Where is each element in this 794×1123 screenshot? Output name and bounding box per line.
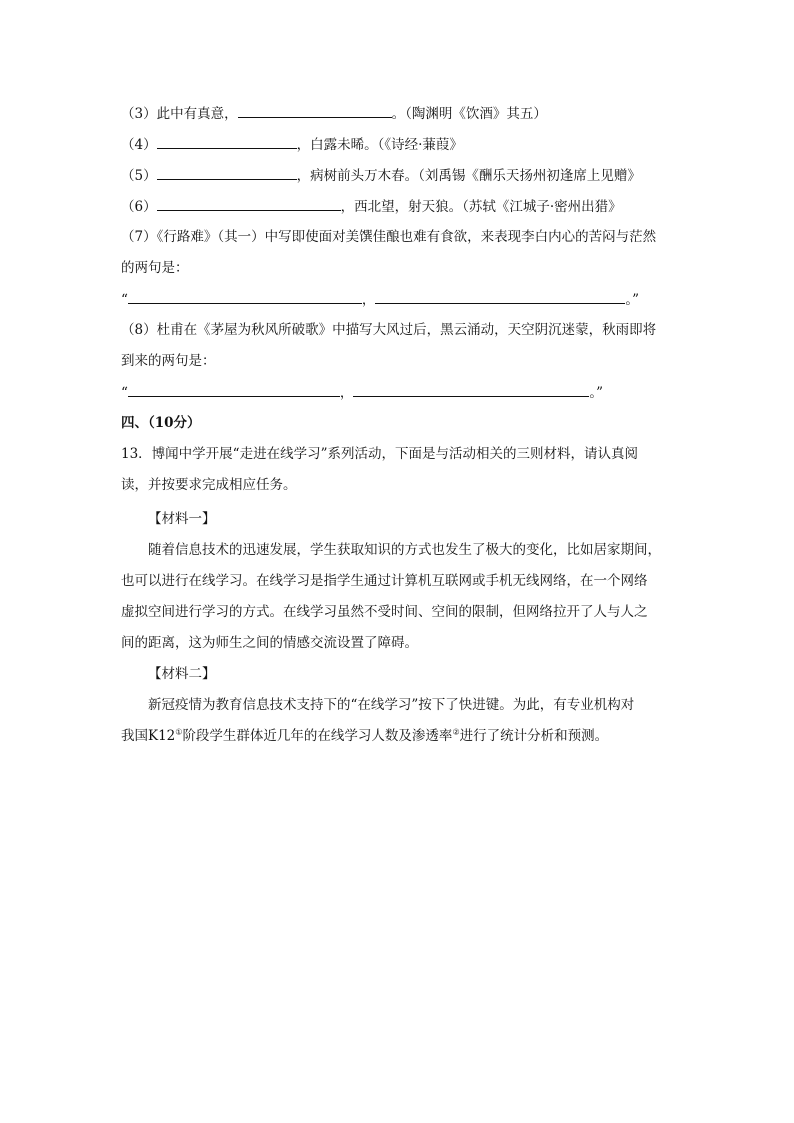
- section-4-heading: 四、（10分）: [121, 415, 201, 431]
- footnote-2-marker[interactable]: ②: [452, 727, 460, 737]
- question-5-number: （5）: [121, 168, 157, 184]
- question-8-line-2: 到来的两句是：: [121, 353, 216, 369]
- material-1-line-2: 也可以进行在线学习。在线学习是指学生通过计算机互联网或手机无线网络，在一个网络: [121, 573, 648, 589]
- answer-blank-8b[interactable]: [353, 382, 589, 397]
- question-4-number: （4）: [121, 137, 157, 153]
- question-4-source: ，白露未晞。（《诗经·蒹葭》: [296, 137, 463, 153]
- material-2-title: 【材料二】: [148, 666, 216, 682]
- question-3-source: 。（陶渊明《饮酒》其五）: [391, 106, 547, 122]
- material-1-line-4: 间的距离，这为师生之间的情感交流设置了障碍。: [121, 635, 418, 651]
- material-2-line-2: [121, 726, 608, 746]
- comma: ，: [339, 385, 354, 401]
- question-8-answer: [121, 382, 603, 402]
- close-quote: 。”: [625, 292, 640, 308]
- question-3: [121, 103, 547, 123]
- question-13-line-2: 读，并按要求完成相应任务。: [121, 477, 297, 493]
- question-7-line-1: （7）《行路难》（其一）中写即使面对美馔佳酿也难有食欲，来表现李白内心的苦闷与茫然: [121, 229, 657, 245]
- close-quote: 。”: [589, 385, 604, 401]
- material-2-line-1: 新冠疫情为教育信息技术支持下的“在线学习”按下了快进键。为此，有专业机构对: [148, 697, 635, 713]
- question-6: [121, 196, 622, 216]
- material-2-text-c: 进行了统计分析和预测。: [459, 728, 609, 744]
- open-quote: “: [121, 292, 128, 308]
- question-7-answer: [121, 289, 639, 309]
- material-1-line-1: 随着信息技术的迅速发展，学生获取知识的方式也发生了极大的变化，比如居家期间，: [148, 542, 661, 558]
- question-6-number: （6）: [121, 199, 157, 215]
- question-3-prompt: （3）此中有真意，: [121, 106, 238, 122]
- answer-blank-8a[interactable]: [128, 382, 340, 397]
- question-13-line-1: 13．博闻中学开展“走进在线学习”系列活动，下面是与活动相关的三则材料，请认真阅: [121, 446, 638, 462]
- open-quote: “: [121, 385, 128, 401]
- comma: ，: [361, 292, 376, 308]
- question-7-line-2: 的两句是：: [121, 260, 189, 276]
- question-5: [121, 165, 641, 185]
- footnote-1-marker[interactable]: ①: [175, 727, 183, 737]
- material-2-text-b: 阶段学生群体近几年的在线学习人数及渗透率: [182, 728, 453, 744]
- answer-blank-6[interactable]: [157, 196, 341, 211]
- question-8-line-1: （8）杜甫在《茅屋为秋风所破歌》中描写大风过后，黑云涌动，天空阴沉迷蒙，秋雨即将: [121, 322, 657, 338]
- answer-blank-7a[interactable]: [128, 289, 362, 304]
- material-1-line-3: 虚拟空间进行学习的方式。在线学习虽然不受时间、空间的限制，但网络拉开了人与人之: [121, 604, 648, 620]
- answer-blank-7b[interactable]: [375, 289, 625, 304]
- question-5-source: ，病树前头万木春。（刘禹锡《酬乐天扬州初逢席上见赠》: [296, 168, 641, 184]
- material-1-title: 【材料一】: [148, 511, 216, 527]
- answer-blank-4[interactable]: [157, 134, 297, 149]
- material-2-text-a: 我国K12: [121, 728, 176, 744]
- answer-blank-5[interactable]: [157, 165, 297, 180]
- question-6-source: ，西北望，射天狼。（苏轼《江城子·密州出猎》: [340, 199, 622, 215]
- answer-blank-3[interactable]: [238, 103, 392, 118]
- question-4: [121, 134, 463, 154]
